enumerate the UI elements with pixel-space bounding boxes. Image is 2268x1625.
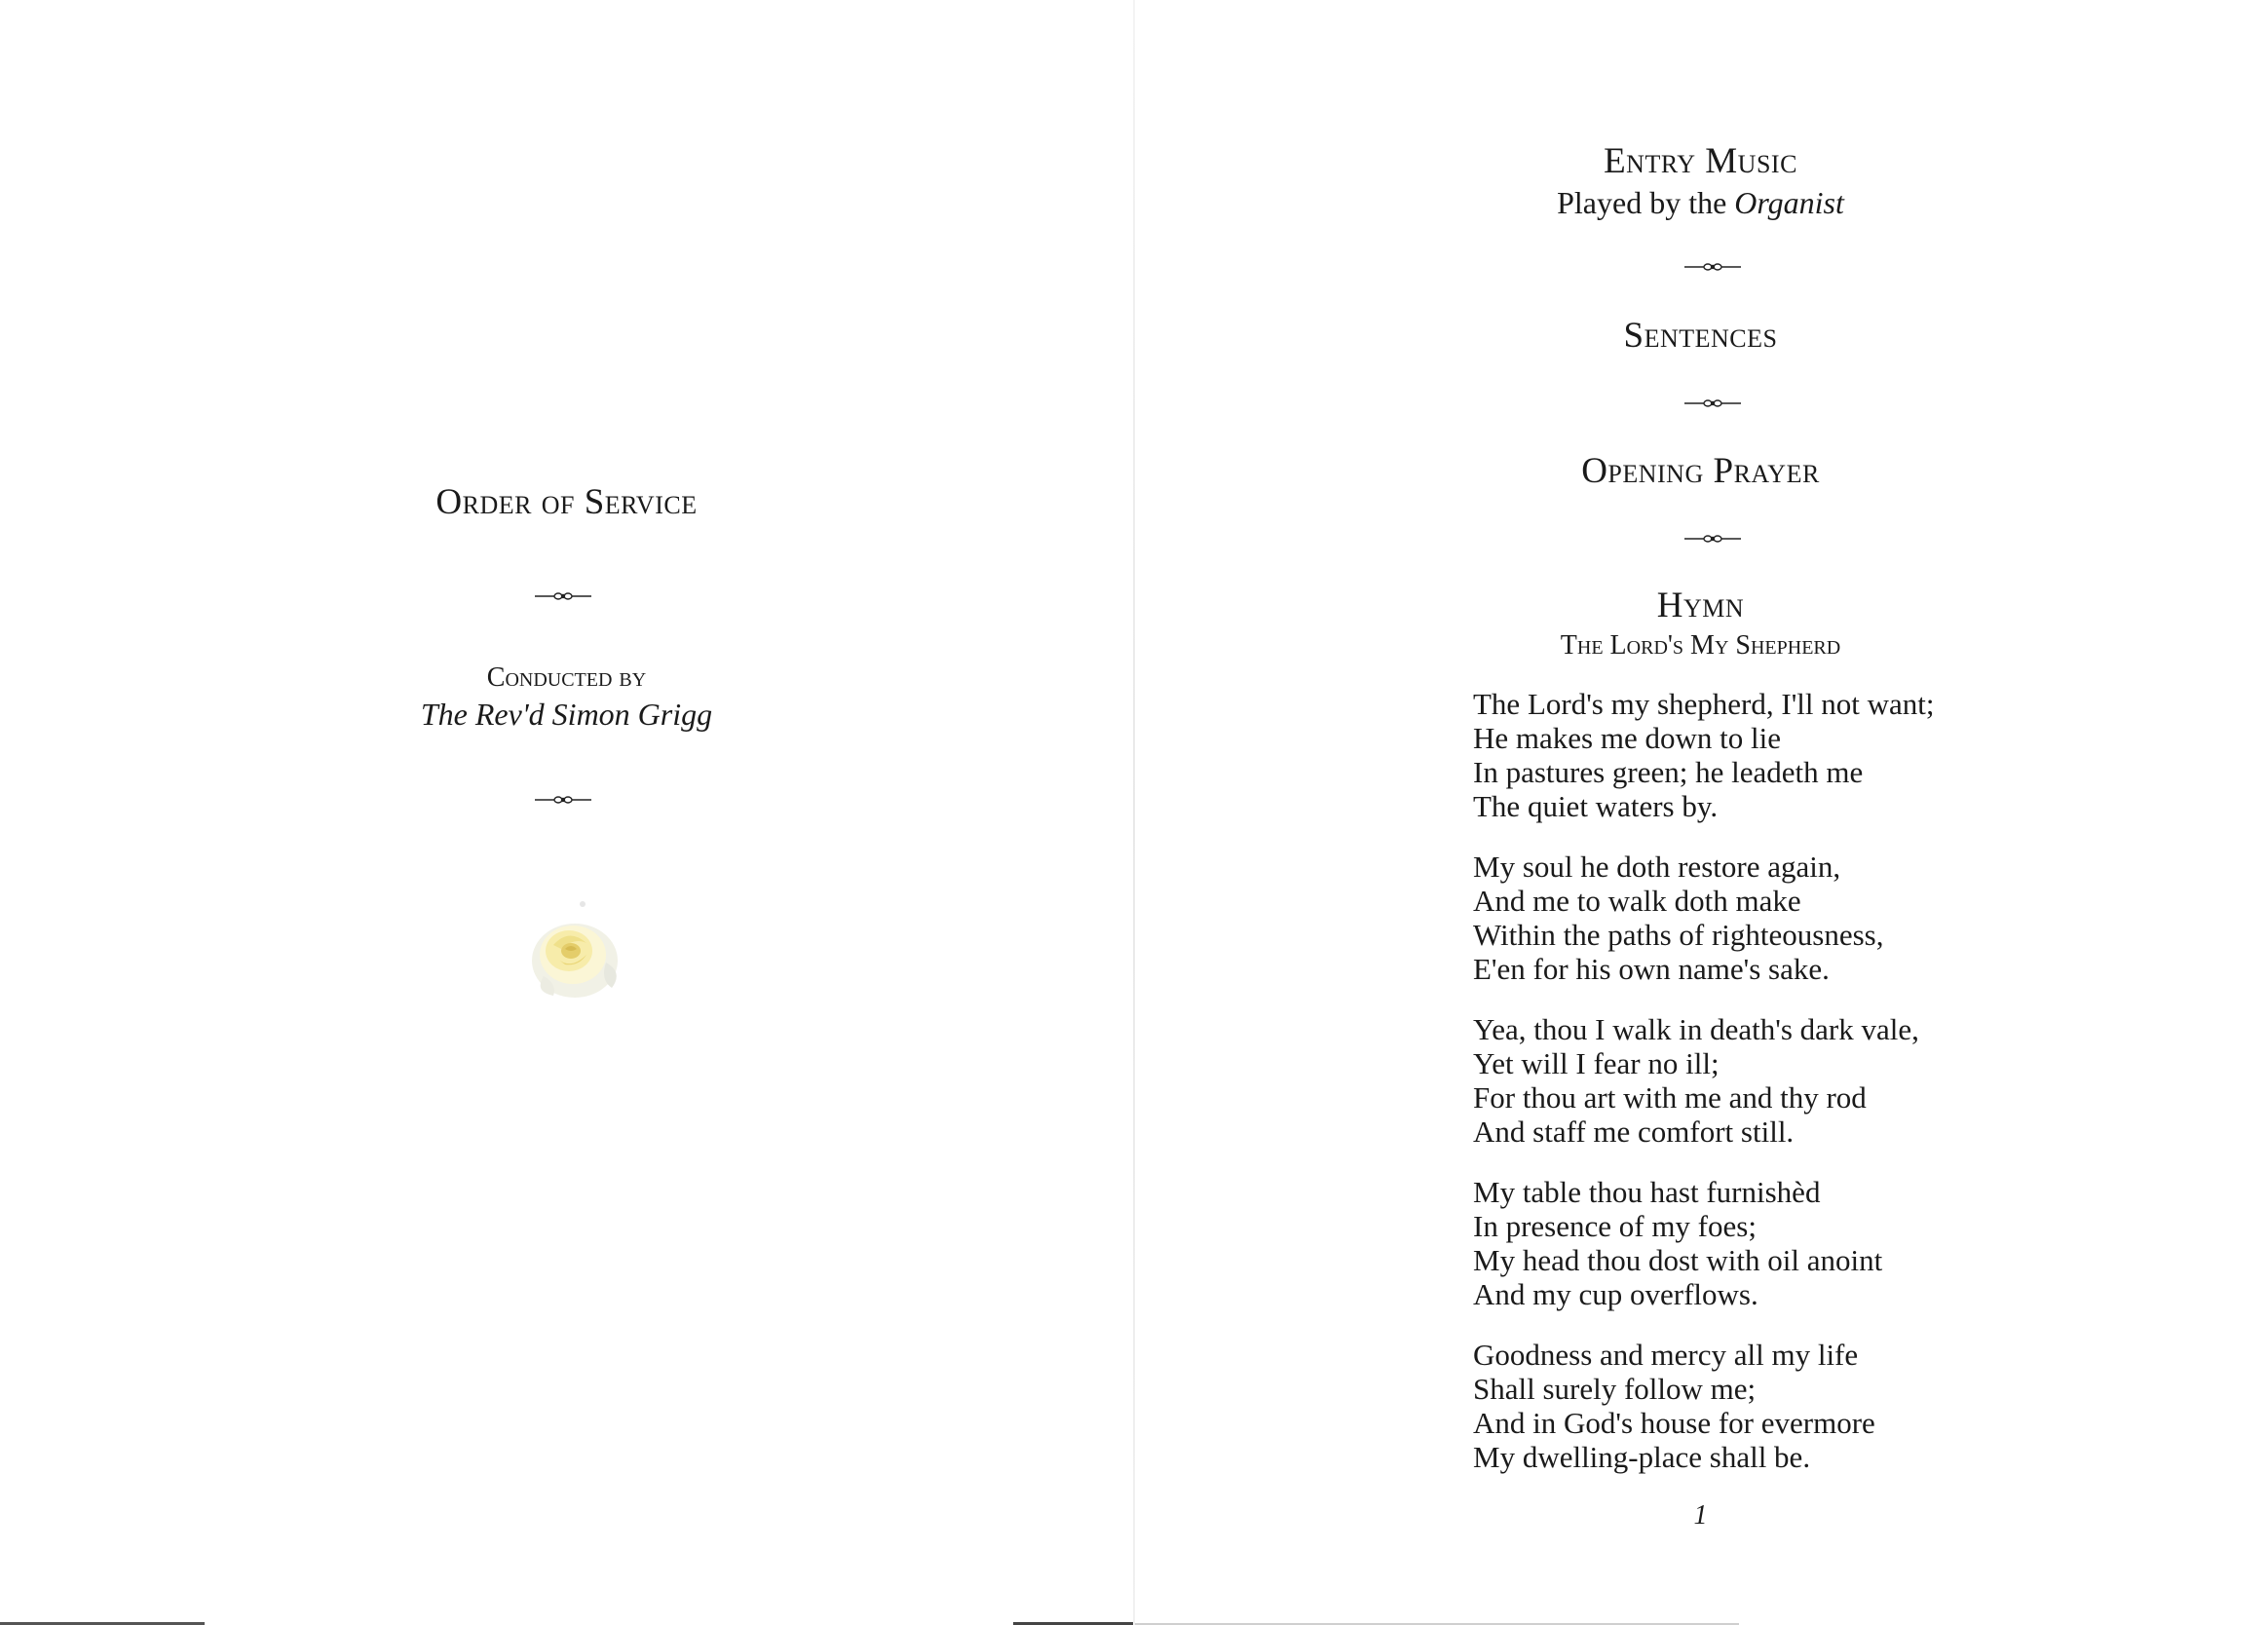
hymn-stanza bbox=[1473, 687, 2019, 823]
hymn-line: Goodness and mercy all my life bbox=[1473, 1338, 1859, 1372]
hymn-line: And staff me comfort still. bbox=[1473, 1115, 1795, 1149]
hymn-line: The Lord's my shepherd, I'll not want; bbox=[1473, 687, 1935, 721]
hymn-line: In presence of my foes; bbox=[1473, 1209, 1757, 1243]
entry-music-heading: Entry Music bbox=[1604, 141, 1797, 181]
entry-music-subtitle-italic: Organist bbox=[1734, 185, 1844, 220]
hymn-line: And me to walk doth make bbox=[1473, 884, 1801, 918]
hymn-line: Yet will I fear no ill; bbox=[1473, 1046, 1720, 1080]
hymn-stanza bbox=[1473, 1175, 2019, 1311]
scroll-ornament-icon bbox=[1684, 398, 1741, 408]
entry-music-subtitle bbox=[1133, 184, 2268, 221]
page-number: 1 bbox=[1693, 1500, 1708, 1531]
hymn-line: And my cup overflows. bbox=[1473, 1277, 1758, 1311]
hymn-line: And in God's house for evermore bbox=[1473, 1406, 1875, 1440]
white-rose-icon bbox=[514, 894, 631, 1011]
hymn-line: Shall surely follow me; bbox=[1473, 1372, 1757, 1406]
hymn-title: The Lord's My Shepherd bbox=[1560, 630, 1841, 661]
officiant-name: The Rev'd Simon Grigg bbox=[420, 697, 713, 732]
hymn-heading: Hymn bbox=[1656, 586, 1745, 625]
hymn-line: For thou art with me and thy rod bbox=[1473, 1080, 1867, 1115]
hymn-line: My soul he doth restore again, bbox=[1473, 850, 1841, 884]
entry-music-subtitle-plain: Played by the bbox=[1557, 185, 1735, 220]
hymn-line: He makes me down to lie bbox=[1473, 721, 1781, 755]
hymn-line: My dwelling-place shall be. bbox=[1473, 1440, 1811, 1474]
hymn-lyrics bbox=[1473, 687, 2019, 1500]
scroll-ornament-icon bbox=[535, 591, 591, 601]
scroll-ornament-icon bbox=[1684, 262, 1741, 272]
hymn-stanza bbox=[1473, 850, 2019, 986]
hymn-line: Within the paths of righteousness, bbox=[1473, 918, 1884, 952]
hymn-line: In pastures green; he leadeth me bbox=[1473, 755, 1864, 789]
scroll-ornament-icon bbox=[1684, 534, 1741, 544]
left-page bbox=[0, 0, 1133, 1625]
opening-prayer-heading: Opening Prayer bbox=[1581, 451, 1820, 491]
conducted-by-label: Conducted by bbox=[486, 662, 647, 693]
hymn-line: The quiet waters by. bbox=[1473, 789, 1719, 823]
hymn-line: Yea, thou I walk in death's dark vale, bbox=[1473, 1012, 1919, 1046]
scroll-ornament-icon bbox=[535, 795, 591, 805]
sentences-heading: Sentences bbox=[1623, 316, 1778, 356]
order-of-service-title: Order of Service bbox=[435, 482, 698, 522]
hymn-line: My table thou hast furnishèd bbox=[1473, 1175, 1821, 1209]
hymn-stanza bbox=[1473, 1338, 2019, 1474]
hymn-line: My head thou dost with oil anoint bbox=[1473, 1243, 1883, 1277]
hymn-stanza bbox=[1473, 1012, 2019, 1149]
hymn-line: E'en for his own name's sake. bbox=[1473, 952, 1830, 986]
